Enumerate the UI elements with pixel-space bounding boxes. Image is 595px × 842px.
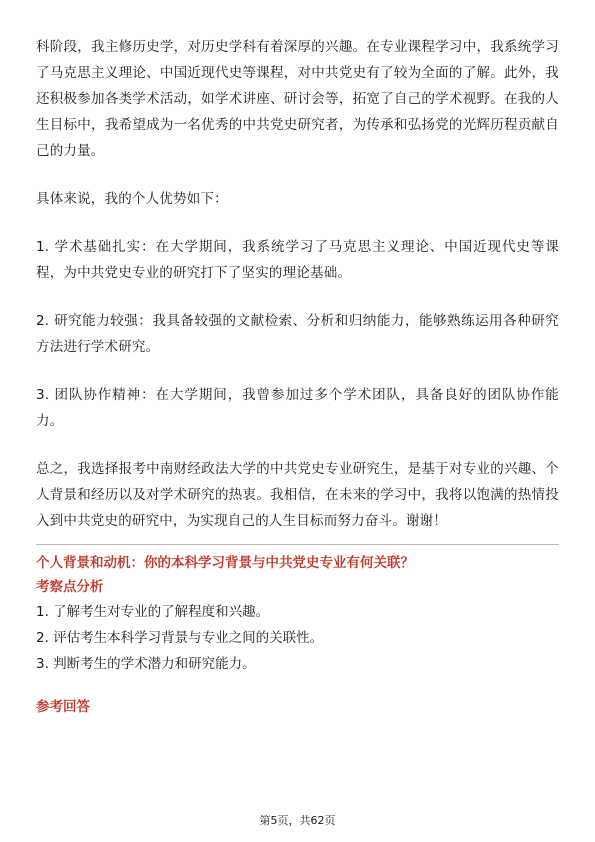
- question-title: 个人背景和动机：你的本科学习背景与中共党史专业有何关联？: [36, 555, 414, 571]
- page-footer: 第5页，共62页: [259, 814, 336, 827]
- paragraph-conclusion: 总之，我选择报考中南财经政法大学的中共党史专业研究生，是基于对专业的兴趣、个人背景和经历以及对学术研究的热衷。我相信，在未来的学习中，我将以饱满的热情投入到中共党史的研究中，为实现自己的人生目标而努力奋斗。谢谢！: [36, 461, 559, 529]
- section-divider: [36, 544, 559, 545]
- analysis-point-3: 3. 判断考生的学术潜力和研究能力。: [36, 656, 256, 672]
- reference-answer-label: 参考回答: [36, 699, 90, 715]
- advantage-item-3: 3. 团队协作精神：在大学期间，我曾参加过多个学术团队，具备良好的团队协作能力。: [36, 387, 559, 429]
- analysis-point-1: 1. 了解考生对专业的了解程度和兴趣。: [36, 604, 270, 620]
- paragraph-background: 科阶段，我主修历史学，对历史学科有着深厚的兴趣。在专业课程学习中，我系统学习了马克思主义理论、中国近现代史等课程，对中共党史有了较为全面的了解。此外，我还积极参加各类学术活动，如学术讲座、研讨会等，拓宽了自己的学术视野。在我的人生目标中，我希望成为一名优秀的中共党史研究者，为传承和弘扬党的光辉历程贡献自己的力量。: [36, 39, 559, 159]
- analysis-point-2: 2. 评估考生本科学习背景与专业之间的关联性。: [36, 630, 324, 646]
- analysis-label: 考察点分析: [36, 579, 104, 595]
- paragraph-advantages-intro: 具体来说，我的个人优势如下：: [36, 191, 228, 207]
- advantage-item-2: 2. 研究能力较强：我具备较强的文献检索、分析和归纳能力，能够熟练运用各种研究方法进行学术研究。: [36, 313, 559, 355]
- advantage-item-1: 1. 学术基础扎实：在大学期间，我系统学习了马克思主义理论、中国近现代史等课程，为中共党史专业的研究打下了坚实的理论基础。: [36, 239, 559, 281]
- page-content: [36, 34, 559, 719]
